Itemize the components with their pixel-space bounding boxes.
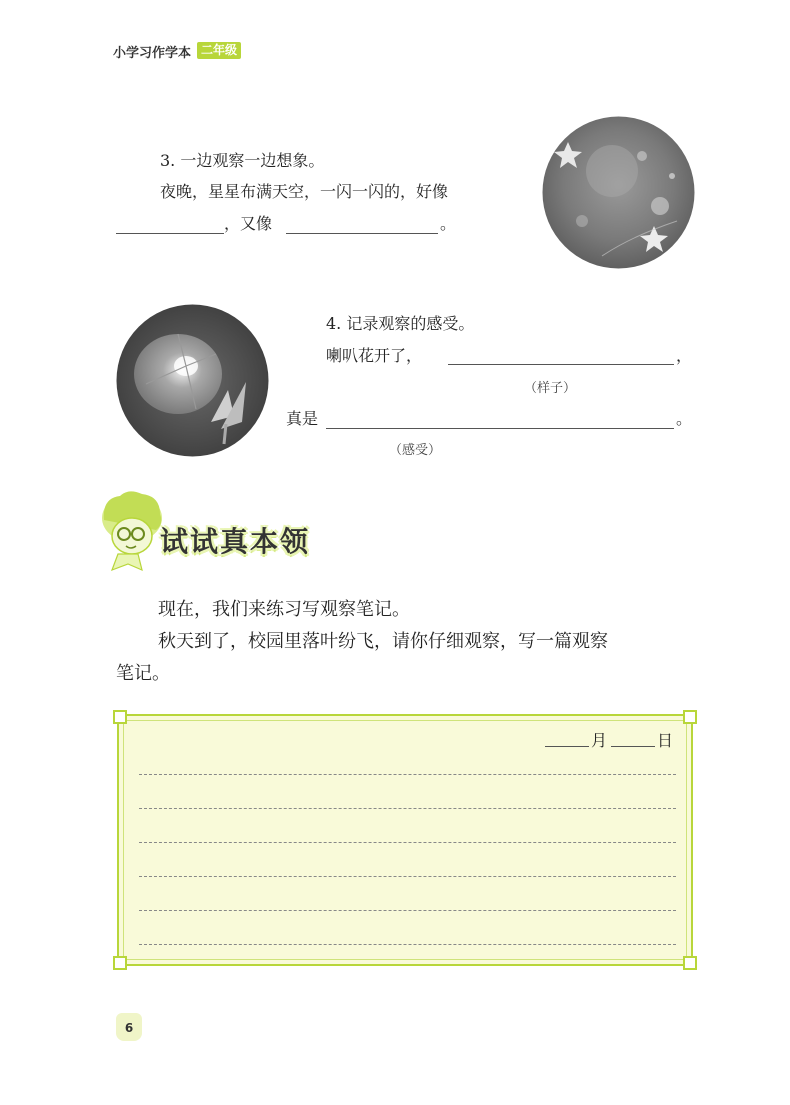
- writing-line[interactable]: [139, 808, 676, 809]
- page-number: 6: [116, 1013, 142, 1041]
- note-corner-tl: [113, 710, 127, 724]
- exercise4-heading: 4. 记录观察的感受。: [326, 314, 475, 333]
- day-blank[interactable]: [611, 746, 655, 747]
- morning-glory-photo: [116, 304, 269, 457]
- month-blank[interactable]: [545, 746, 589, 747]
- night-sky-photo: [542, 116, 695, 269]
- writing-line[interactable]: [139, 876, 676, 877]
- note-inner-frame: [123, 720, 687, 960]
- exercise4-line1-prefix: 喇叭花开了，: [326, 346, 423, 365]
- exercise3-mid-text: ，又像: [224, 214, 273, 233]
- note-corner-bl: [113, 956, 127, 970]
- observation-note-box[interactable]: [117, 714, 693, 966]
- grade-badge: 二年级: [197, 42, 241, 59]
- exercise3-blank-2[interactable]: [286, 233, 438, 234]
- hint-feeling: （感受）: [389, 443, 442, 458]
- exercise4-feeling-blank[interactable]: [326, 428, 674, 429]
- writing-line[interactable]: [139, 774, 676, 775]
- note-corner-br: [683, 956, 697, 970]
- day-label: 日: [657, 731, 674, 750]
- exercise3-end-text: 。: [440, 214, 457, 233]
- exercise4-line2-suffix: 。: [676, 409, 693, 428]
- section-title: 试试真本领: [160, 525, 311, 558]
- exercise4-line1-suffix: ，: [676, 346, 693, 365]
- exercise4-line2-prefix: 真是: [286, 409, 319, 428]
- exercise3-line1: 夜晚，星星布满天空，一闪一闪的，好像: [160, 182, 449, 201]
- exercise3-blank-1[interactable]: [116, 233, 224, 234]
- mascot-boy-icon: [98, 490, 168, 572]
- exercise4-shape-blank[interactable]: [448, 364, 674, 365]
- note-corner-tr: [683, 710, 697, 724]
- book-title: 小学习作学本: [113, 46, 192, 61]
- hint-shape: （样子）: [524, 381, 577, 396]
- writing-line[interactable]: [139, 944, 676, 945]
- task-paragraph-line2: 笔记。: [116, 663, 170, 684]
- month-label: 月: [591, 731, 608, 750]
- task-paragraph-line1: 秋天到了，校园里落叶纷飞，请你仔细观察，写一篇观察: [158, 631, 608, 652]
- intro-paragraph: 现在，我们来练习写观察笔记。: [158, 599, 410, 620]
- exercise3-heading: 3. 一边观察一边想象。: [160, 151, 325, 170]
- writing-line[interactable]: [139, 842, 676, 843]
- writing-line[interactable]: [139, 910, 676, 911]
